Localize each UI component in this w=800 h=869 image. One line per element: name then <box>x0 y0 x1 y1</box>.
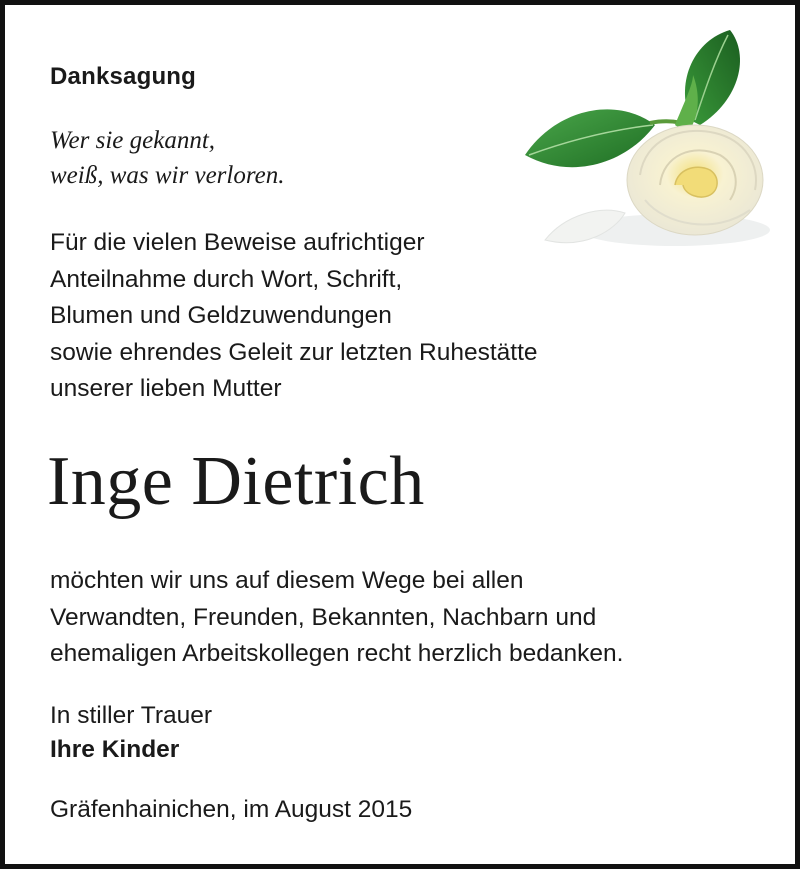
signoff <box>50 699 212 767</box>
memorial-quote <box>50 123 285 193</box>
intro-line: Blumen und Geldzuwendungen <box>50 302 392 329</box>
intro-line: Für die vielen Beweise aufrichtiger <box>50 229 425 256</box>
thanks-paragraph <box>50 563 623 673</box>
notice-heading: Danksagung <box>50 63 197 90</box>
quote-line: Wer sie gekannt, <box>50 127 216 154</box>
white-rose-icon <box>515 25 785 260</box>
deceased-name: Inge Dietrich <box>47 443 425 520</box>
signatories: Ihre Kinder <box>50 736 180 763</box>
thanks-line: Verwandten, Freunden, Bekannten, Nachbarn und <box>50 603 597 631</box>
intro-paragraph <box>50 225 538 408</box>
thanks-line: möchten wir uns auf diesem Wege bei allen <box>50 567 524 594</box>
intro-line: unserer lieben Mutter <box>50 375 282 402</box>
intro-line: Anteilnahme durch Wort, Schrift, <box>50 265 403 293</box>
quote-line: weiß, was wir verloren. <box>50 162 285 189</box>
place-date: Gräfenhainichen, im August 2015 <box>50 796 413 823</box>
intro-line: sowie ehrendes Geleit zur letzten Ruhestätte <box>50 338 538 366</box>
mourning-line: In stiller Trauer <box>50 702 213 729</box>
thanks-line: ehemaligen Arbeitskollegen recht herzlich bedanken. <box>50 640 624 667</box>
